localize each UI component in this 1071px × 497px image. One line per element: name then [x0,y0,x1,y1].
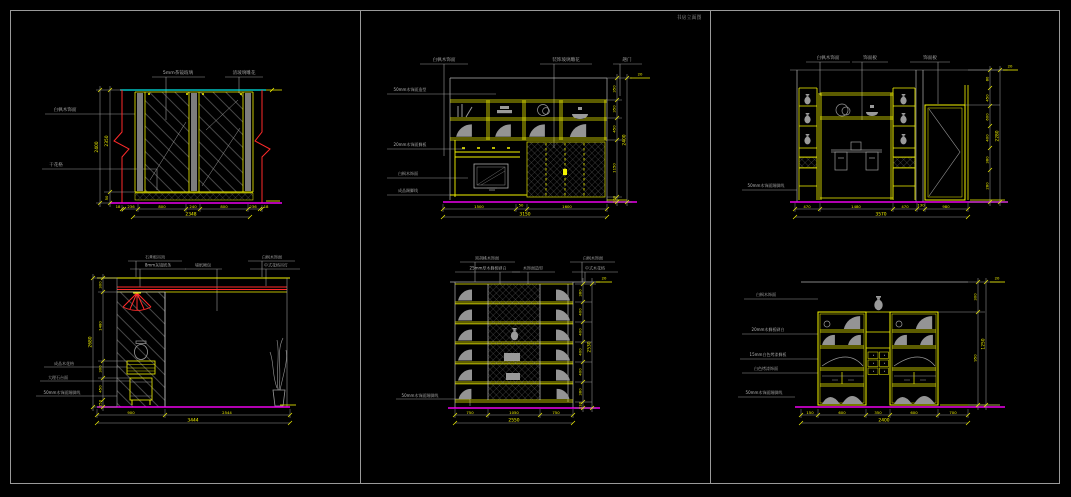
dim-text: 50 [104,195,109,201]
p6-drawer-grid [868,352,889,375]
p3-shelf-decor [836,104,878,116]
dim-text: 150 [97,399,103,408]
p2-dim-right [607,72,650,207]
p2-label-veneer2: 白枫木饰面 [398,171,418,176]
dim-text-total: 2400 [95,141,100,153]
panel-5-elevation [396,255,618,426]
dim-text: 236 [249,204,257,209]
p2-door-handle [563,169,567,175]
dim-text-total: 2680 [88,336,94,348]
dim-text: 50 [518,202,524,208]
p1-base [135,192,253,200]
p2-desk [450,140,527,197]
dim-text: 18 [263,204,269,209]
p4-label-veneer: 白枫木饰面 [262,254,282,260]
dim-text-total: 3444 [187,418,199,424]
dim-text: 400 [577,308,583,316]
dim-text-total: 3150 [519,212,531,218]
p3-door [925,85,968,200]
dim-text: 380 [984,156,990,164]
p6-label-veneer: 白枫木饰面 [756,292,776,297]
dim-text: 400 [984,134,990,142]
dim-text: 280 [984,182,990,190]
panel-2-elevation [387,56,650,219]
p5-dim-right [575,276,612,413]
sheet-frame [11,10,1060,484]
dim-text: 400 [577,368,583,376]
p6-leaders [738,299,818,397]
p1-wall-right [255,90,270,203]
dim-text: 470 [803,204,811,209]
p1-wall-left [114,90,129,203]
dim-text: 450 [984,94,990,102]
dim-text: 380 [577,289,583,297]
p1-label-carved-glass: 清玻璃雕花 [232,71,256,76]
dim-text-total: 3570 [875,212,887,218]
dim-text: 750 [466,410,474,415]
dim-text: 300 [97,281,103,289]
dim-text: 100 [611,195,617,204]
p4-label-skirting: 50mm木饰面踢脚线 [43,390,81,395]
dim-text: 1150 [611,163,617,173]
p2-decor-row2 [456,124,586,137]
p4-floor-vase [270,338,287,406]
p3-shelf-columns [799,88,915,200]
p4-label-wallpaper: 墙纸硬包 [195,262,211,268]
panel-4-elevation [36,254,300,426]
p3-label-veneer: 白枫木饰面 [816,56,840,61]
p3-leaders [742,62,950,190]
dim-text: 800 [220,204,228,209]
dim-text: 300 [972,293,978,301]
p1-label-glass: 5mm茶镜玻璃 [162,71,194,76]
dim-text: 350 [874,410,882,415]
p5-label-veneer: 白枫木饰面 [583,255,603,261]
p4-label-lamp: 中式花格吊灯 [264,262,288,268]
p3-label-skirting: 50mm木饰面踢脚线 [747,183,785,188]
p2-label-trim: 50mm木饰面造型 [393,87,427,92]
dim-text: 380 [577,388,583,396]
dim-text: 980 [942,204,950,209]
p2-label-veneer: 白枫木饰面 [432,58,456,63]
dim-text-total: 1250 [981,338,987,350]
p5-label-shelf: 25mm厚木搁板刷白 [469,265,507,271]
dim-text: 2350 [105,135,110,147]
p6-label-skirting: 50mm木饰面踢脚线 [745,390,783,395]
dim-text: 470 [901,204,909,209]
p4-dim-bottom [95,409,292,425]
dim-text: 130 [917,202,925,208]
p4-label-lattice: 成品木花格 [54,361,74,366]
dim-text-total: 2280 [995,130,1001,142]
dim-text: 350 [611,85,617,93]
dim-text: 450 [611,125,617,133]
p6-dim-right [938,276,1005,411]
dim-text-total: 2400 [622,134,628,146]
p1-glass-pane [199,92,243,192]
p1-dim-left [94,86,135,207]
p1-dim-bottom [116,204,269,219]
dim-text: 600 [838,410,846,415]
dim-text: 1480 [851,204,861,209]
p1-label-lattice: 干花格 [49,163,63,168]
panel-3-elevation [742,54,1018,219]
p5-label-skirting: 50mm木饰面踢脚线 [401,393,439,398]
dim-text: 150 [806,410,814,415]
p4-label-ceiling: 石膏板吊顶 [145,254,165,260]
dim-text: 300 [97,365,103,373]
sheet-title: 书房立面图 [676,15,702,21]
p5-label-lattice: 中式木花格 [585,265,605,271]
dim-text: 950 [972,354,978,362]
panel-1-elevation [42,69,282,219]
dim-text: 450 [97,385,103,393]
p5-hatched-column [488,284,540,400]
dim-text-total: 2348 [185,212,197,218]
dim-text: 800 [158,204,166,209]
p2-label-shelf: 20mm木饰面搁板 [393,142,427,147]
p6-label-lacquer-shelf: 15mm白色烤漆搁板 [749,352,787,357]
p5-dim-bottom [453,409,575,425]
dim-text: 350 [611,105,617,113]
p4-label-marble: 大理石台面 [48,375,68,380]
dim-text: 1050 [509,410,519,415]
p4-leaders [36,261,300,396]
p6-dim-bottom [799,409,970,425]
dim-text: 2544 [222,410,232,415]
dim-text: 20 [637,71,643,77]
p2-label-deco-glass: 装饰玻璃雕花 [552,58,580,63]
p3-dim-right [965,64,1018,207]
dim-text: 750 [552,410,560,415]
dim-text-total: 2550 [508,418,520,424]
p4-label-mirror-trim: 8mm灰镜嵌条 [144,262,172,268]
dim-text-total: 2530 [587,341,593,353]
dim-text: 1480 [97,321,103,331]
dim-text: 20 [601,275,607,281]
dim-text: 400 [577,328,583,336]
p2-dim-bottom [441,203,609,220]
dim-text: 1600 [562,204,572,209]
p6-label-lacquer: 白色烤漆饰面 [754,366,778,371]
panel-6-elevation [738,276,1005,426]
p6-label-shelf: 20mm木搁板刷白 [751,327,785,332]
dim-text: 240 [189,204,197,209]
dim-text: 1500 [474,204,484,209]
dim-text: 700 [949,410,957,415]
dim-text: 18 [115,204,121,209]
p4-mirror-panel [117,292,165,407]
p3-desk [831,142,882,170]
dim-text: 80 [984,76,990,82]
dim-text: 900 [127,410,135,415]
dim-text: 600 [910,410,918,415]
p2-label-skirting: 成品踢脚线 [398,188,418,193]
dim-text: 20 [1007,63,1013,69]
p1-label-veneer: 白枫木饰面 [53,108,77,113]
dim-text: 130 [577,401,583,410]
p3-dim-bottom [793,203,970,220]
dim-text-total: 2400 [878,418,890,424]
p5-label-walnut: 黑胡桃木饰面 [475,255,499,261]
dim-text: 20 [994,275,1000,281]
p2-wardrobe-doors [527,142,605,197]
dim-text: 236 [127,204,135,209]
p5-label-trim: 木饰面造型 [523,265,543,271]
dim-text: 400 [577,348,583,356]
p3-label-panel2: 饰面板 [923,56,937,61]
dim-text: 600 [984,113,990,121]
p2-label-sliding-door: 趟门 [622,58,632,63]
p3-label-panel1: 饰面板 [863,56,877,61]
